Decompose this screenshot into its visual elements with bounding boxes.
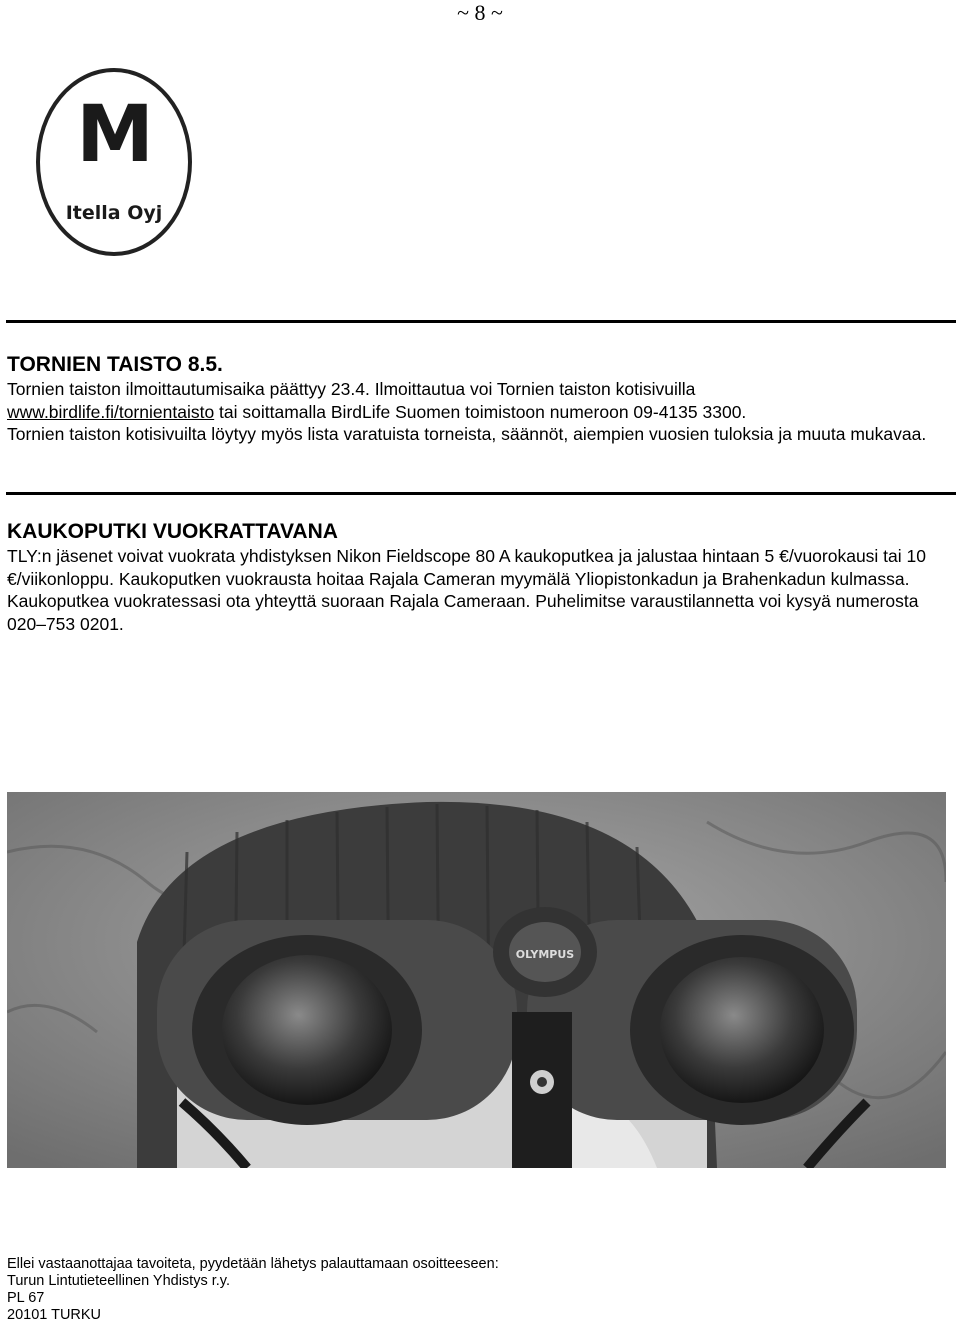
footer-line4: 20101 TURKU	[7, 1307, 102, 1323]
binoculars-photo	[7, 792, 946, 1168]
page-number: ~ 8 ~	[457, 0, 503, 25]
birdlife-link[interactable]: www.birdlife.fi/tornientaisto	[7, 401, 215, 422]
binoculars-illustration	[7, 792, 946, 1168]
tornien-line2: tai soittamalla BirdLife Suomen toimistoon numeroon 09-4135 3300.	[214, 401, 747, 422]
tornien-body	[7, 378, 953, 446]
footer-line3: PL 67	[7, 1290, 45, 1306]
return-address	[7, 1256, 499, 1324]
divider	[6, 492, 956, 495]
itella-logo	[36, 68, 192, 256]
kaukoputki-body: TLY:n jäsenet voivat vuokrata yhdistyksen Nikon Fieldscope 80 A kaukoputkea ja jalustaa hintaan 5 €/vuorokausi tai 10 €/viikonloppu. Kaukoputken vuokrausta hoitaa Rajala Cameran myymälä Yliopistonkadun ja Brahenkadun kulmassa. Kaukoputkea vuokratessasi ota yhteyttä suoraan Rajala Cameraan. Puhelimitse varaustilannetta voi kysyä numerosta 020–753 0201.	[7, 546, 926, 634]
footer-line1: Ellei vastaanottajaa tavoiteta, pyydetään lähetys palauttamaan osoitteeseen:	[7, 1256, 499, 1272]
logo-name: Itella Oyj	[65, 202, 163, 224]
kaukoputki-section	[7, 519, 953, 635]
tornien-line3: Tornien taiston kotisivuilta löytyy myös lista varatuista torneista, säännöt, aiempien vuosien tuloksia ja muuta mukavaa.	[7, 424, 927, 444]
logo-letter: M	[76, 90, 152, 180]
tornien-title: TORNIEN TAISTO 8.5.	[7, 353, 223, 376]
divider	[6, 320, 956, 323]
kaukoputki-title: KAUKOPUTKI VUOKRATTAVANA	[7, 520, 338, 543]
binocular-brand: OLYMPUS	[515, 948, 575, 961]
tornien-line1: Tornien taiston ilmoittautumisaika päättyy 23.4. Ilmoittautua voi Tornien taiston kotisivuilla	[7, 379, 696, 399]
tornien-section	[7, 352, 953, 446]
footer-line2: Turun Lintutieteellinen Yhdistys r.y.	[7, 1273, 230, 1289]
